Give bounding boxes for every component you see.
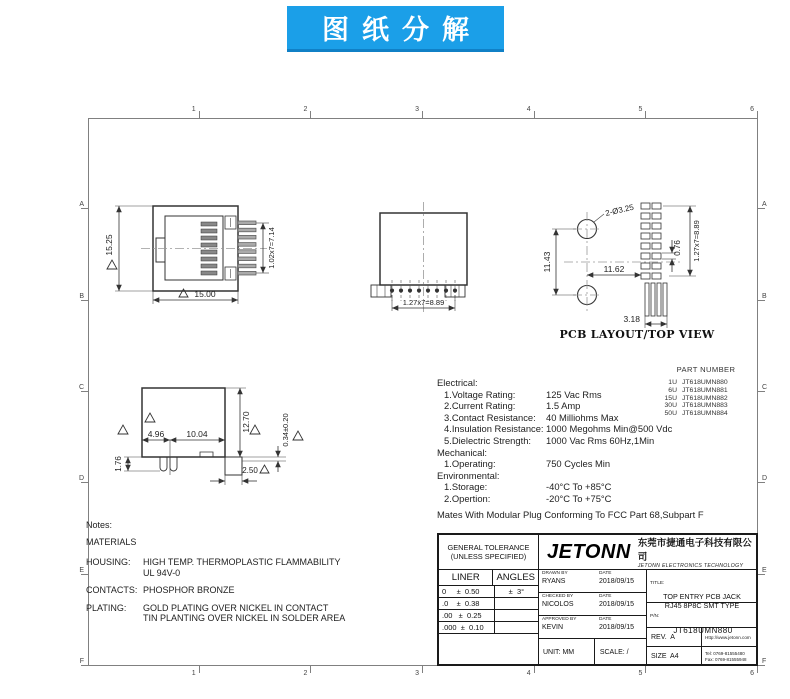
dim-label: 2.50 [242, 466, 258, 475]
tel-fax-cell [702, 647, 756, 664]
company-row [539, 535, 756, 570]
material-label: PLATING: [86, 602, 127, 613]
dim-pcb-pad-width [662, 240, 682, 272]
datum-triangle-icon [250, 425, 260, 434]
zone-label: 2 [200, 103, 312, 118]
tolerance-row [439, 586, 538, 598]
spec-mechanical-rows [437, 458, 762, 470]
person-name: NICOLOS [542, 601, 574, 608]
datum-triangle-icon [260, 465, 269, 473]
zone-label: 4 [423, 103, 535, 118]
signature-date-cell [596, 593, 646, 615]
tolerance-rows [439, 586, 538, 634]
mating-note: Mates With Modular Plug Conforming To FCC Part 68,Subpart F [437, 508, 704, 520]
dim-label: 11.62 [603, 264, 625, 274]
dim-label: 15.00 [194, 289, 216, 299]
front-view-pins [238, 221, 256, 275]
material-value: PHOSPHOR BRONZE [143, 585, 235, 595]
dim-side-height [225, 388, 260, 457]
tolerance-title: GENERAL TOLERANCE [447, 543, 530, 552]
zone-numbers-bottom [88, 666, 758, 681]
title-block-right [539, 535, 756, 664]
plating-code: 1U [668, 379, 677, 386]
pcb-hole-callout [594, 203, 635, 222]
plating-code: 50U [664, 410, 677, 418]
dim-label: 4.96 [147, 429, 165, 439]
zone-label: 3 [311, 666, 423, 681]
company-name-en: JETONN ELECTRONICS TECHNOLOGY [637, 563, 744, 569]
spec-value: -20°C To +75°C [546, 492, 612, 504]
signature-rows [539, 570, 646, 639]
zone-label: C [758, 301, 773, 392]
company-name-cn: 东莞市捷通电子科技有限公司 [637, 538, 752, 563]
signature-row [539, 593, 646, 616]
spec-row [437, 386, 762, 401]
angles-header: ANGLES [496, 572, 535, 583]
liner-tolerance: .000 ± 0.10 [439, 622, 495, 633]
datum-triangle-icon [118, 425, 128, 434]
spec-label: 2.Current Rating: [444, 400, 516, 412]
material-row [86, 557, 426, 578]
spec-value: 1000 Vac Rms 60Hz,1Min [546, 434, 655, 446]
revision-cell: REV. A [647, 628, 701, 647]
drawing-title-cell [647, 570, 756, 610]
dim-side-front [142, 413, 170, 475]
plating-code: 30U [664, 402, 677, 410]
zone-label: E [758, 483, 773, 574]
signature-role-cell [539, 616, 596, 638]
datum-triangle-icon [145, 413, 155, 422]
side-view [110, 378, 310, 513]
dim-label: 2-Ø3.25 [604, 202, 635, 218]
dim-label: 15.25 [104, 234, 114, 256]
dim-label: 1.27x7=8.89 [692, 220, 701, 262]
spec-label: 2.Opertion: [444, 492, 491, 504]
datum-triangle-icon [107, 260, 117, 269]
zone-label: 2 [200, 666, 312, 681]
fax: Fax: 0769-81555948 [705, 656, 747, 662]
zone-numbers-top [88, 103, 758, 118]
plating-code: 15U [664, 394, 677, 402]
tolerance-row [439, 622, 538, 634]
title-block-lower [539, 570, 756, 664]
spec-section-title: Electrical: [437, 377, 478, 388]
dim-label: 3.18 [623, 314, 640, 324]
material-row [86, 603, 426, 624]
zone-label: A [758, 118, 773, 209]
spec-value: 1000 Megohms Min@500 Vdc [546, 423, 673, 435]
angle-tolerance [495, 610, 538, 621]
spec-row [437, 458, 762, 470]
spec-row [437, 493, 762, 505]
banner-title: 图纸分解 [322, 15, 482, 45]
tolerance-header [439, 535, 538, 570]
date-value: 2018/09/15 [599, 624, 635, 631]
date-label: DATE [599, 617, 612, 622]
spec-value: 125 Vac Rms [546, 388, 602, 400]
signature-column [539, 570, 647, 664]
pcb-pads [641, 203, 661, 279]
zone-label: F [73, 575, 88, 666]
spec-label: 5.Dielectric Strength: [444, 434, 532, 446]
liner-tolerance: .00 ± 0.25 [439, 610, 495, 621]
spec-row [437, 400, 762, 412]
zone-label: C [73, 301, 88, 392]
spec-label: 1.Operating: [444, 458, 496, 470]
dim-front-pin-span [256, 223, 276, 273]
spec-label: 1.Storage: [444, 481, 488, 493]
zone-label: B [758, 209, 773, 300]
company-names [638, 535, 756, 569]
spec-value: 1.5 Amp [546, 400, 581, 412]
part-number-cell [647, 603, 756, 635]
tolerance-empty-cell [439, 634, 538, 664]
signature-row [539, 570, 646, 593]
spec-label: 1.Voltage Rating: [444, 388, 516, 400]
part-number-value: JT618UMN884 [682, 410, 728, 418]
spec-value: 40 Milliohms Max [546, 411, 619, 423]
zone-label: 6 [646, 666, 758, 681]
signature-date-cell [596, 570, 646, 592]
spec-section-title: Mechanical: [437, 446, 488, 458]
zone-label: E [73, 483, 88, 574]
scale-cell: SCALE: / [599, 649, 629, 656]
title-block [437, 533, 758, 666]
person-name: RYANS [542, 578, 566, 585]
role-label: APPROVED BY [542, 617, 577, 622]
part-number-value: JT618UMN881 [682, 386, 728, 394]
signature-date-cell [596, 616, 646, 638]
angle-tolerance [495, 622, 538, 633]
spec-electrical-rows [437, 386, 762, 447]
role-label: CHECKED BY [542, 594, 574, 599]
dim-label: 0.34±0.20 [281, 413, 290, 447]
dim-label: 0.76 [673, 240, 682, 256]
dim-label: 11.43 [542, 251, 552, 273]
person-name: KEVIN [542, 624, 564, 631]
dim-pcb-pitch [663, 206, 701, 276]
contact-column [702, 628, 756, 664]
spec-value: 750 Cycles Min [546, 458, 611, 470]
pcb-layout-view [540, 170, 708, 338]
banner [287, 6, 504, 52]
dim-pcb-width [587, 264, 641, 275]
datum-triangle-icon [179, 289, 188, 297]
front-view-body [141, 206, 267, 291]
spec-value: -40°C To +85°C [546, 481, 612, 493]
zone-label: B [73, 209, 88, 300]
material-rows [86, 557, 426, 624]
rev-size-column [647, 628, 702, 664]
company-logo: JETONN [547, 540, 631, 563]
dim-label: 1.76 [114, 456, 123, 472]
pcb-holes [564, 212, 680, 312]
part-number-value: JT618UMN883 [682, 402, 728, 410]
spec-environmental-rows [437, 481, 762, 504]
spec-row [437, 423, 762, 435]
role-label: DRAWN BY [542, 571, 568, 576]
zone-label: A [73, 118, 88, 209]
title-label: TITLE: [650, 581, 665, 586]
zone-label: D [758, 392, 773, 483]
tolerance-table-header [439, 570, 538, 586]
spec-row [437, 412, 762, 424]
notes-title: Notes: [86, 520, 113, 530]
material-value: HIGH TEMP. THERMOPLASTIC FLAMMABILITY UL 94V-0 [143, 557, 341, 578]
liner-tolerance: 0 ± 0.50 [439, 586, 495, 597]
spec-section-title: Environmental: [437, 469, 500, 481]
drawing-title-line1: TOP ENTRY PCB JACK [663, 592, 741, 601]
size-cell: SIZE A4 [651, 653, 679, 660]
liner-tolerance: .0 ± 0.38 [439, 598, 495, 609]
plating-code: 6U [668, 386, 677, 394]
spec-label: 3.Contact Resistance: [444, 411, 536, 423]
zone-label: 3 [311, 103, 423, 118]
angle-tolerance: ± 3° [508, 587, 525, 596]
dim-label: 10.04 [186, 429, 208, 439]
drawing-title-line2: RJ45 8P8C SMT TYPE [664, 601, 740, 610]
date-value: 2018/09/15 [599, 601, 635, 608]
front-view [95, 188, 295, 338]
pn-label: P/N: [650, 614, 660, 619]
material-row [86, 585, 426, 596]
telephone: Tel: 0769-81555480 [705, 651, 745, 656]
zone-label: 5 [535, 103, 647, 118]
unit-cell: UNIT: MM [539, 639, 595, 664]
zone-label: 1 [88, 103, 200, 118]
pn-value: JT618UMN880 [673, 626, 733, 635]
liner-header: LINER [439, 570, 493, 585]
dim-label: 1.02x7=7.14 [267, 227, 276, 269]
tolerance-row [439, 598, 538, 610]
tolerance-subtitle: (UNLESS SPECIFIED) [450, 552, 527, 561]
signature-row [539, 616, 646, 639]
dim-side-standoff [278, 413, 303, 472]
spec-row [437, 481, 762, 493]
title-column [647, 570, 756, 664]
pcb-mount-pads [645, 283, 667, 316]
material-label: HOUSING: [86, 557, 131, 567]
pcb-caption: PCB LAYOUT/TOP VIEW [559, 328, 715, 341]
dim-label: 1.27x7=8.89 [402, 298, 445, 307]
zone-label: D [73, 392, 88, 483]
part-number-title: PART NUMBER [676, 365, 736, 374]
part-number-value: JT618UMN880 [682, 379, 728, 386]
notes-block [86, 520, 426, 631]
zone-label: 6 [646, 103, 758, 118]
datum-triangle-icon [293, 431, 303, 440]
zone-label: F [758, 575, 773, 666]
signature-role-cell [539, 593, 596, 615]
bottom-view [363, 198, 493, 316]
spec-label: 4.Insulation Resistance: [444, 423, 544, 435]
date-label: DATE [599, 594, 612, 599]
signature-role-cell [539, 570, 596, 592]
spec-list [437, 377, 762, 520]
material-label: CONTACTS: [86, 585, 138, 595]
date-value: 2018/09/15 [599, 578, 635, 585]
materials-title: MATERIALS [86, 537, 137, 547]
zone-label: 4 [423, 666, 535, 681]
dim-side-body [170, 429, 225, 440]
angle-tolerance [495, 598, 538, 609]
zone-label: 5 [535, 666, 647, 681]
dim-label: 12.70 [241, 411, 251, 433]
revision-area [647, 628, 756, 664]
part-number-value: JT618UMN882 [682, 394, 728, 402]
unit-scale-row [539, 639, 646, 664]
website: Http://www.jetonn.com [702, 628, 756, 647]
date-label: DATE [599, 571, 612, 576]
spec-row [437, 435, 762, 447]
tolerance-column [439, 535, 539, 664]
material-value: GOLD PLATING OVER NICKEL IN CONTACT TIN PLANTING OVER NICKEL IN SOLDER AREA [143, 602, 346, 623]
zone-label: 1 [88, 666, 200, 681]
tolerance-row [439, 610, 538, 622]
